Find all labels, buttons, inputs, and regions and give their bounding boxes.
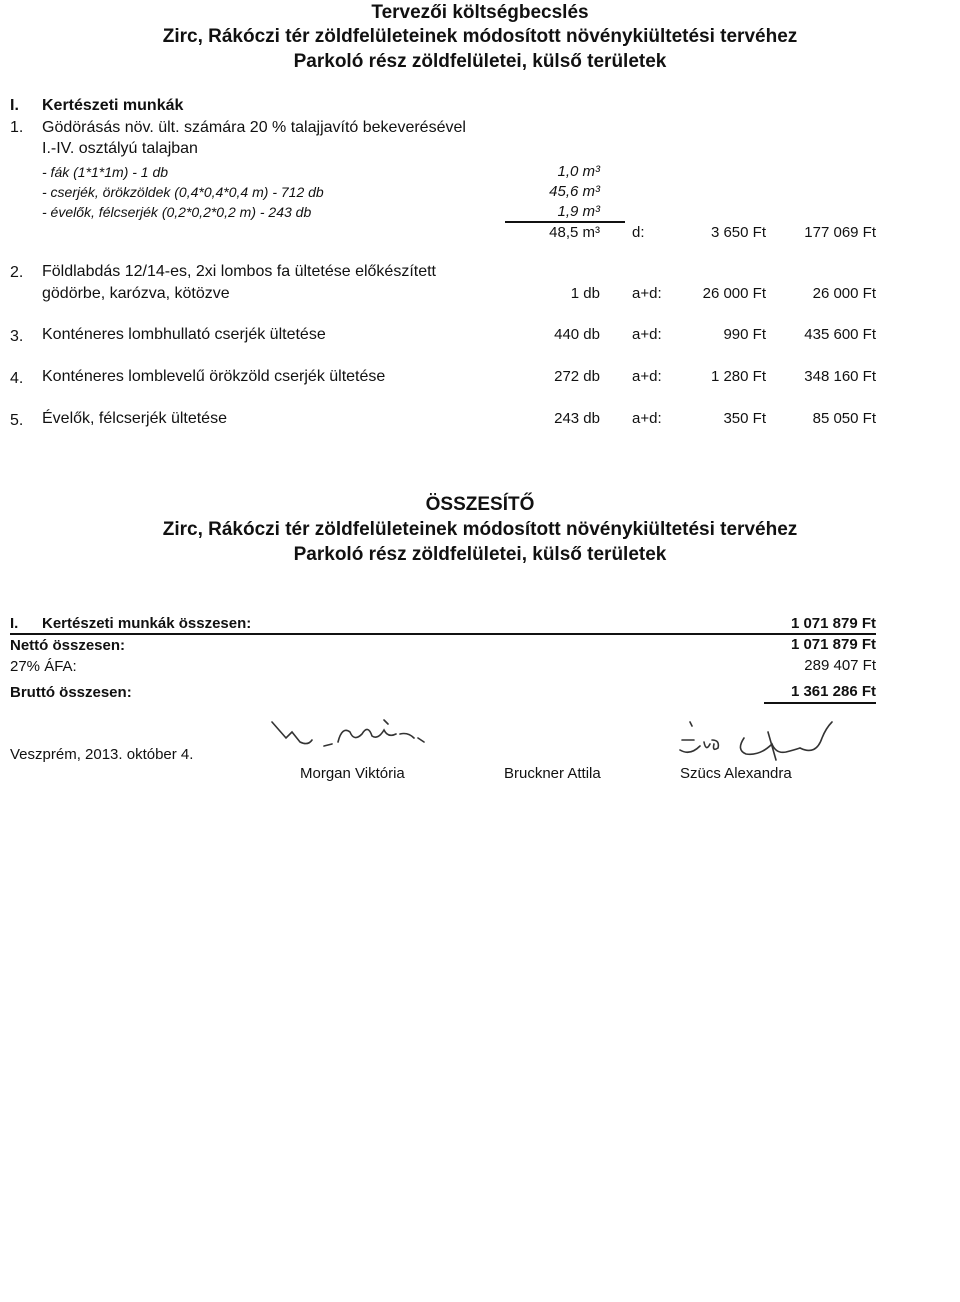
document-subtitle-2: Parkoló rész zöldfelületei, külső területek xyxy=(293,51,667,72)
summary-row-label: Kertészeti munkák összesen: xyxy=(42,615,252,632)
item-description: Konténeres lombhullató cserjék ültetése xyxy=(42,326,326,343)
item1-row-label: - évelők, félcserjék (0,2*0,2*0,2 m) - 243 db xyxy=(42,204,312,220)
item1-total: 177 069 Ft xyxy=(804,224,876,241)
summary-title: ÖSSZESÍTŐ xyxy=(425,494,535,515)
item-code: a+d: xyxy=(632,368,662,385)
item1-sum: 48,5 m³ xyxy=(549,224,600,241)
item-number: 2. xyxy=(10,264,24,281)
signature-szucs xyxy=(676,716,836,770)
summary-subtitle: Zirc, Rákóczi tér zöldfelületeinek módosított növénykiültetési tervéhez xyxy=(162,519,798,540)
sum-divider xyxy=(505,221,625,223)
item-code: a+d: xyxy=(632,285,662,302)
item-description: Földlabdás 12/14-es, 2xi lombos fa ültetése előkészített xyxy=(42,263,436,280)
signer-name: Morgan Viktória xyxy=(300,765,405,782)
summary-divider xyxy=(10,633,876,635)
item-quantity: 243 db xyxy=(554,410,600,427)
item-total: 26 000 Ft xyxy=(812,285,876,302)
item-quantity: 1 db xyxy=(570,285,600,302)
document-subtitle: Zirc, Rákóczi tér zöldfelületeinek módosított növénykiültetési tervéhez xyxy=(162,26,798,47)
item1-row-value: 45,6 m³ xyxy=(549,183,600,200)
item1-code: d: xyxy=(632,224,645,241)
place-date: Veszprém, 2013. október 4. xyxy=(10,746,194,763)
item-number: 4. xyxy=(10,370,24,387)
signature-morgan xyxy=(268,712,468,762)
item-unit-price: 1 280 Ft xyxy=(710,368,766,385)
item-description: Konténeres lomblevelű örökzöld cserjék ültetése xyxy=(42,368,386,385)
summary-row-value: 1 361 286 Ft xyxy=(790,683,876,700)
item1-row-label: - fák (1*1*1m) - 1 db xyxy=(42,164,169,180)
item-unit-price: 350 Ft xyxy=(723,410,766,427)
brutto-underline xyxy=(764,702,876,704)
item-description-2: gödörbe, karózva, kötözve xyxy=(42,285,230,302)
document-title: Tervezői költségbecslés xyxy=(371,2,589,23)
item1-row-label: - cserjék, örökzöldek (0,4*0,4*0,4 m) - 712 db xyxy=(42,184,324,200)
summary-row-label: Nettó összesen: xyxy=(10,637,126,654)
summary-row-value: 1 071 879 Ft xyxy=(790,636,876,653)
summary-subtitle-2: Parkoló rész zöldfelületei, külső területek xyxy=(293,544,667,565)
item1-number: 1. xyxy=(10,119,24,136)
summary-row-label: 27% ÁFA: xyxy=(10,658,77,675)
summary-row-number: I. xyxy=(10,615,19,632)
item-description: Évelők, félcserjék ültetése xyxy=(42,410,227,427)
item-unit-price: 26 000 Ft xyxy=(702,285,766,302)
item-number: 5. xyxy=(10,412,24,429)
item-quantity: 440 db xyxy=(554,326,600,343)
item1-subtitle: I.-IV. osztályú talajban xyxy=(42,140,198,157)
item-total: 85 050 Ft xyxy=(812,410,876,427)
section-label: Kertészeti munkák xyxy=(42,97,184,114)
summary-row-value: 1 071 879 Ft xyxy=(790,615,876,632)
summary-row-value: 289 407 Ft xyxy=(804,657,876,674)
item-quantity: 272 db xyxy=(554,368,600,385)
summary-row-label: Bruttó összesen: xyxy=(10,684,132,701)
signer-name: Szücs Alexandra xyxy=(680,765,792,782)
item-number: 3. xyxy=(10,328,24,345)
signer-name: Bruckner Attila xyxy=(504,765,601,782)
item-code: a+d: xyxy=(632,410,662,427)
item-total: 435 600 Ft xyxy=(804,326,876,343)
item-total: 348 160 Ft xyxy=(804,368,876,385)
item-unit-price: 990 Ft xyxy=(723,326,766,343)
section-number: I. xyxy=(10,97,19,114)
item1-row-value: 1,0 m³ xyxy=(557,163,600,180)
item1-title: Gödörásás növ. ült. számára 20 % talajjavító bekeverésével xyxy=(42,119,466,136)
item1-row-value: 1,9 m³ xyxy=(557,203,600,220)
item1-unit-price: 3 650 Ft xyxy=(710,224,766,241)
item-code: a+d: xyxy=(632,326,662,343)
